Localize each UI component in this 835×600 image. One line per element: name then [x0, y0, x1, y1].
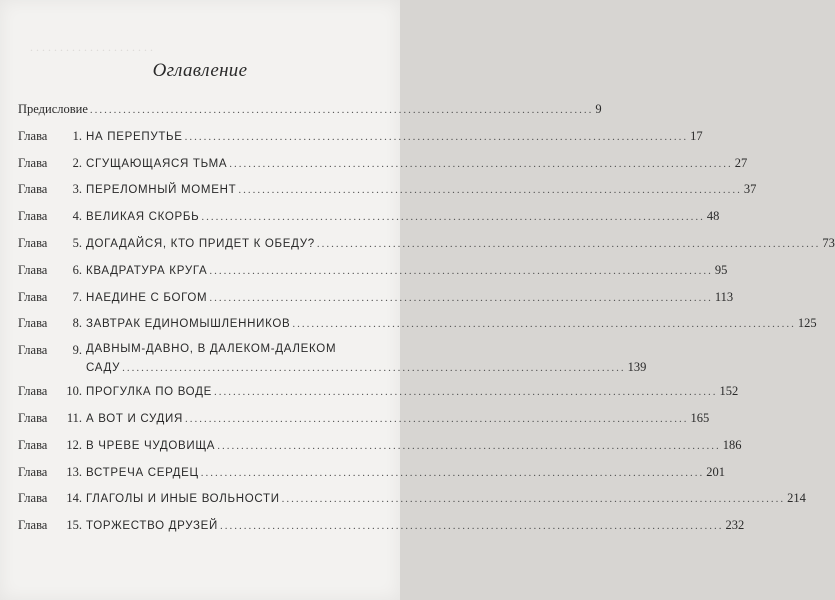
page-number: 165	[690, 410, 710, 425]
chapter-title: А ВОТ И СУДИЯ	[86, 412, 183, 425]
chapter-title-block	[82, 344, 646, 374]
toc-row-chapter	[18, 343, 647, 385]
chapter-number: 5.	[72, 235, 82, 250]
chapter-number: 3.	[72, 182, 82, 197]
dot-leader: ..........................................................................................................	[229, 157, 733, 170]
dot-leader: ..........................................................................................................	[184, 130, 689, 143]
chapter-number: 2.	[72, 155, 82, 170]
toc-row-chapter	[18, 518, 745, 546]
chapter-title: ДАВНЫМ-ДАВНО, В ДАЛЕКОМ-ДАЛЕКОМ	[86, 343, 337, 356]
page-number: 27	[734, 155, 748, 170]
page-number: 139	[627, 359, 647, 374]
page-number: 95	[714, 262, 728, 277]
dot-leader: ..........................................................................................................	[209, 264, 713, 277]
dot-leader: ..........................................................................................................	[213, 386, 718, 399]
chapter-number: 15.	[66, 518, 82, 533]
toc-row-chapter	[18, 235, 835, 264]
dot-leader: ..........................................................................................................	[184, 412, 689, 425]
chapter-number: 10.	[66, 384, 82, 399]
chapter-number: 9.	[72, 343, 82, 358]
chapter-title: ДОГАДАЙСЯ, КТО ПРИДЕТ К ОБЕДУ?	[86, 237, 315, 250]
dot-leader: ..........................................................................................................	[292, 318, 796, 331]
chapter-title: ТОРЖЕСТВО ДРУЗЕЙ	[86, 520, 219, 533]
page-number: 9	[595, 102, 602, 116]
chapter-number: 11.	[66, 410, 82, 425]
preface-label: Предисловие	[18, 102, 88, 116]
toc-row-chapter	[18, 316, 817, 344]
chapter-title: ЗАВТРАК ЕДИНОМЫШЛЕННИКОВ	[86, 318, 291, 331]
toc-row-chapter	[18, 262, 728, 291]
toc-row-chapter	[18, 182, 757, 210]
table-of-contents	[18, 102, 835, 546]
page-number: 48	[706, 209, 720, 224]
dot-leader: ..........................................................................................................	[281, 493, 786, 506]
toc-title: Оглавление	[152, 60, 248, 81]
chapter-title: НАЕДИНЕ С БОГОМ	[86, 291, 208, 304]
chapter-word: Глава	[18, 209, 48, 224]
chapter-number: 12.	[66, 437, 82, 452]
chapter-word: Глава	[18, 343, 48, 358]
chapter-word: Глава	[18, 235, 48, 250]
page-number: 73	[822, 235, 835, 250]
toc-row-chapter	[18, 491, 806, 519]
dot-leader: ..........................................................................................................	[122, 361, 626, 374]
chapter-title-line2: САДУ	[86, 361, 121, 374]
chapter-title-continuation	[82, 361, 646, 375]
chapter-word: Глава	[18, 155, 48, 170]
page-number: 125	[797, 316, 817, 331]
toc-row-chapter	[18, 209, 720, 237]
chapter-title: В ЧРЕВЕ ЧУДОВИЩА	[86, 439, 216, 452]
dot-leader: ..........................................................................................................	[89, 104, 594, 116]
chapter-word: Глава	[18, 262, 48, 277]
chapter-word: Глава	[18, 518, 48, 533]
toc-row-chapter	[18, 437, 742, 466]
page-number: 17	[690, 128, 703, 143]
show-through-text: . . . . . . . . . . . . . . . . . . . . .	[30, 40, 153, 54]
chapter-title: ПРОГУЛКА ПО ВОДЕ	[86, 386, 212, 399]
chapter-number: 7.	[72, 289, 82, 304]
chapter-title: ВСТРЕЧА СЕРДЕЦ	[86, 466, 199, 479]
chapter-word: Глава	[18, 289, 48, 304]
page-number: 113	[714, 289, 734, 304]
dot-leader: ..........................................................................................................	[209, 291, 713, 304]
toc-row-chapter	[18, 464, 725, 493]
chapter-list	[18, 128, 835, 546]
chapter-word: Глава	[18, 384, 48, 399]
chapter-title: ВЕЛИКАЯ СКОРБЬ	[86, 211, 200, 224]
chapter-title: КВАДРАТУРА КРУГА	[86, 264, 208, 277]
chapter-word: Глава	[18, 182, 48, 197]
chapter-word: Глава	[18, 410, 48, 425]
chapter-title: ПЕРЕЛОМНЫЙ МОМЕНТ	[86, 184, 237, 197]
chapter-word: Глава	[18, 316, 48, 331]
toc-row-preface	[18, 102, 602, 130]
toc-row-chapter	[18, 384, 739, 412]
page-number: 37	[743, 182, 757, 197]
page-number: 186	[722, 437, 742, 452]
toc-row-chapter	[18, 289, 734, 318]
dot-leader: ..........................................................................................................	[220, 520, 724, 533]
chapter-number: 14.	[66, 491, 82, 506]
chapter-title: СГУЩАЮЩАЯСЯ ТЬМА	[86, 157, 228, 170]
dot-leader: ..........................................................................................................	[217, 439, 721, 452]
chapter-word: Глава	[18, 464, 48, 479]
toc-row-chapter	[18, 128, 703, 157]
dot-leader: ..........................................................................................................	[238, 184, 742, 197]
chapter-word: Глава	[18, 128, 48, 143]
chapter-number: 4.	[72, 209, 82, 224]
dot-leader: ..........................................................................................................	[200, 466, 705, 479]
page-number: 201	[706, 464, 725, 479]
chapter-title: ГЛАГОЛЫ И ИНЫЕ ВОЛЬНОСТИ	[86, 493, 280, 506]
chapter-word: Глава	[18, 437, 48, 452]
chapter-number: 13.	[66, 464, 82, 479]
dot-leader: ..........................................................................................................	[316, 237, 821, 250]
page-number: 214	[787, 491, 806, 506]
chapter-number: 8.	[72, 316, 82, 331]
page-number: 152	[719, 384, 739, 399]
chapter-word: Глава	[18, 491, 48, 506]
chapter-number: 1.	[72, 128, 82, 143]
page-number: 232	[725, 518, 745, 533]
toc-row-chapter	[18, 410, 710, 439]
dot-leader: ..........................................................................................................	[201, 211, 705, 224]
toc-row-chapter	[18, 155, 748, 184]
chapter-title: НА ПЕРЕПУТЬЕ	[86, 130, 183, 143]
chapter-number: 6.	[72, 262, 82, 277]
